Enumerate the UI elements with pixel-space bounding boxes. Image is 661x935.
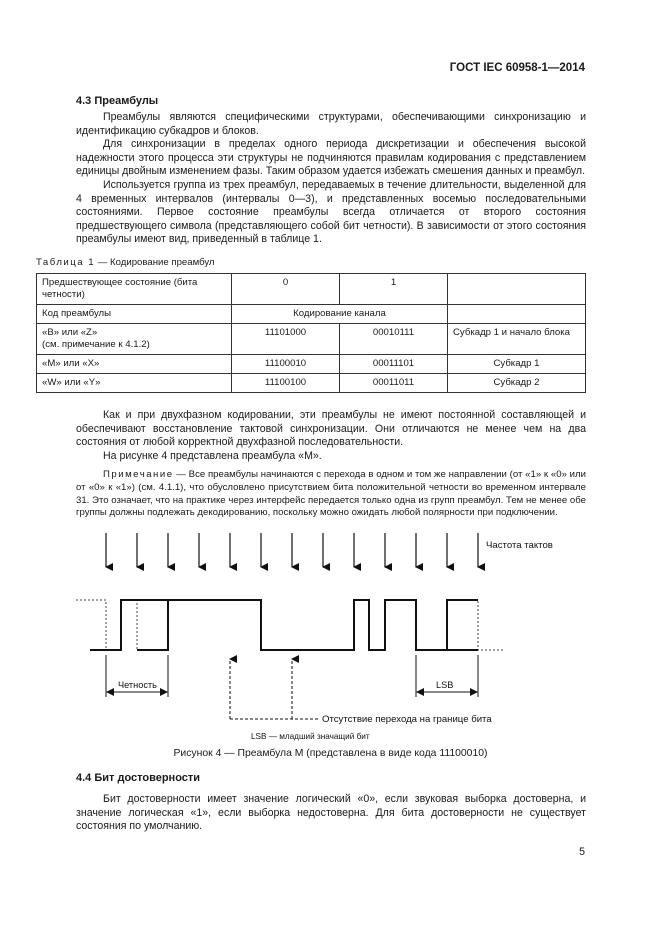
note-block [76, 469, 586, 520]
preamble-coding-table [36, 273, 586, 393]
table-row [37, 374, 586, 393]
table-row [37, 274, 586, 305]
table-cell: 11100010 [232, 355, 340, 374]
page-number: 5 [579, 846, 585, 858]
clock-label: Частота тактов [486, 540, 553, 551]
section-4-3-title: 4.3 Преамбулы [76, 95, 159, 107]
table-cell: Кодирование канала [232, 305, 448, 324]
table-cell: 11101000 [232, 324, 340, 355]
table-cell: 1 [340, 274, 448, 305]
paragraph: Как и при двухфазном кодировании, эти преамбулы не имеют постоянной составляющей и обеспечивают восстановление тактовой синхронизации. Они отличаются не менее чем на два состояния от любой корректной двухфазной последовательности. [76, 409, 586, 449]
lsb-label: LSB [436, 680, 454, 690]
figure-4-caption: Рисунок 4 — Преамбула М (представлена в виде кода 11100010) [173, 748, 488, 759]
table-cell: «M» или «X» [37, 355, 232, 374]
paragraph: Используется группа из трех преамбул, передаваемых в течение длительности, выделенной для 4 временных интервалов (интервалы 0—3), и представленных восемью последовательными состояниями. Первое состояние преамбулы всегда отличается от второго состояния предшествующего символа (представляющего собой бит четности). В зависимости от этого состояния преамбулы имеют вид, приведенный в таблице 1. [76, 178, 586, 246]
table-cell: «W» или «Y» [37, 374, 232, 393]
table-cell [37, 324, 232, 355]
paragraph: На рисунке 4 представлена преамбула «М». [103, 449, 322, 462]
table-row [37, 355, 586, 374]
no-transition-arrows [230, 659, 318, 719]
lsb-legend: LSB — младший значащий бит [251, 732, 370, 741]
paragraph: Преамбулы являются специфическими структурами, обеспечивающими синхронизацию и идентификацию субкадров и блоков. [76, 111, 586, 137]
parity-label: Четность [118, 680, 157, 690]
table-cell [448, 305, 586, 324]
table-cell [448, 274, 586, 305]
preamble-note: (см. примечание к 4.1.2) [42, 339, 150, 350]
preamble-code: «B» или «Z» [42, 327, 98, 338]
table-cell: 00010111 [340, 324, 448, 355]
table-cell: 11100100 [232, 374, 340, 393]
table-cell: Предшествующее состояние (бита четности) [37, 274, 232, 305]
table-cell: Код преамбулы [37, 305, 232, 324]
paragraph: Для синхронизации в пределах одного периода дискретизации и обеспечения высокой надежности этого процесса эти структуры не подчиняются правилам кодирования с представлением единицы двойным изменением фазы. Таким образом удается избежать смешения данных и преамбул. [76, 138, 586, 178]
figure-4-diagram [0, 525, 661, 747]
table-cell: Субкадр 1 [448, 355, 586, 374]
section-4-4-title: 4.4 Бит достоверности [76, 772, 201, 784]
section-4-4-body [76, 793, 586, 834]
table-row [37, 324, 586, 355]
table-1-caption [36, 257, 215, 268]
alternate-waveform [76, 600, 505, 650]
table-cell: 00011101 [340, 355, 448, 374]
table-cell: Субкадр 1 и начало блока [448, 324, 586, 355]
table-cell: Субкадр 2 [448, 374, 586, 393]
signal-waveform [90, 600, 478, 650]
table-row [37, 305, 586, 324]
document-header: ГОСТ IEC 60958-1—2014 [449, 62, 585, 74]
table-caption-label: Таблица 1 [36, 257, 96, 268]
after-table-text [76, 409, 586, 463]
note-text: — Все преамбулы начинаются с перехода в одном и том же направлении (от «1» к «0» или от «0» к «1») (см. 4.1.1), что обусловлено присутствием бита положительной четности во временном интервале 31. Это означает, что на практике через интерфейс передается только одна из групп преамбул. Тем не менее обе группы должны подлежать декодированию, поскольку можно ожидать любой полярности при подключении. [76, 469, 586, 519]
note-label: Примечание [103, 469, 174, 480]
table-cell: 00011011 [340, 374, 448, 393]
table-caption-title: — Кодирование преамбул [95, 257, 215, 268]
table-cell: 0 [232, 274, 340, 305]
section-4-3-body [76, 111, 586, 247]
clock-arrows [106, 533, 478, 567]
no-transition-label: Отсутствие перехода на границе бита [322, 714, 492, 725]
paragraph: Бит достоверности имеет значение логический «0», если звуковая выборка достоверна, и значение логическая «1», если выборка недостоверна. Для бита достоверности не существует состояния по умолчанию. [76, 793, 586, 833]
